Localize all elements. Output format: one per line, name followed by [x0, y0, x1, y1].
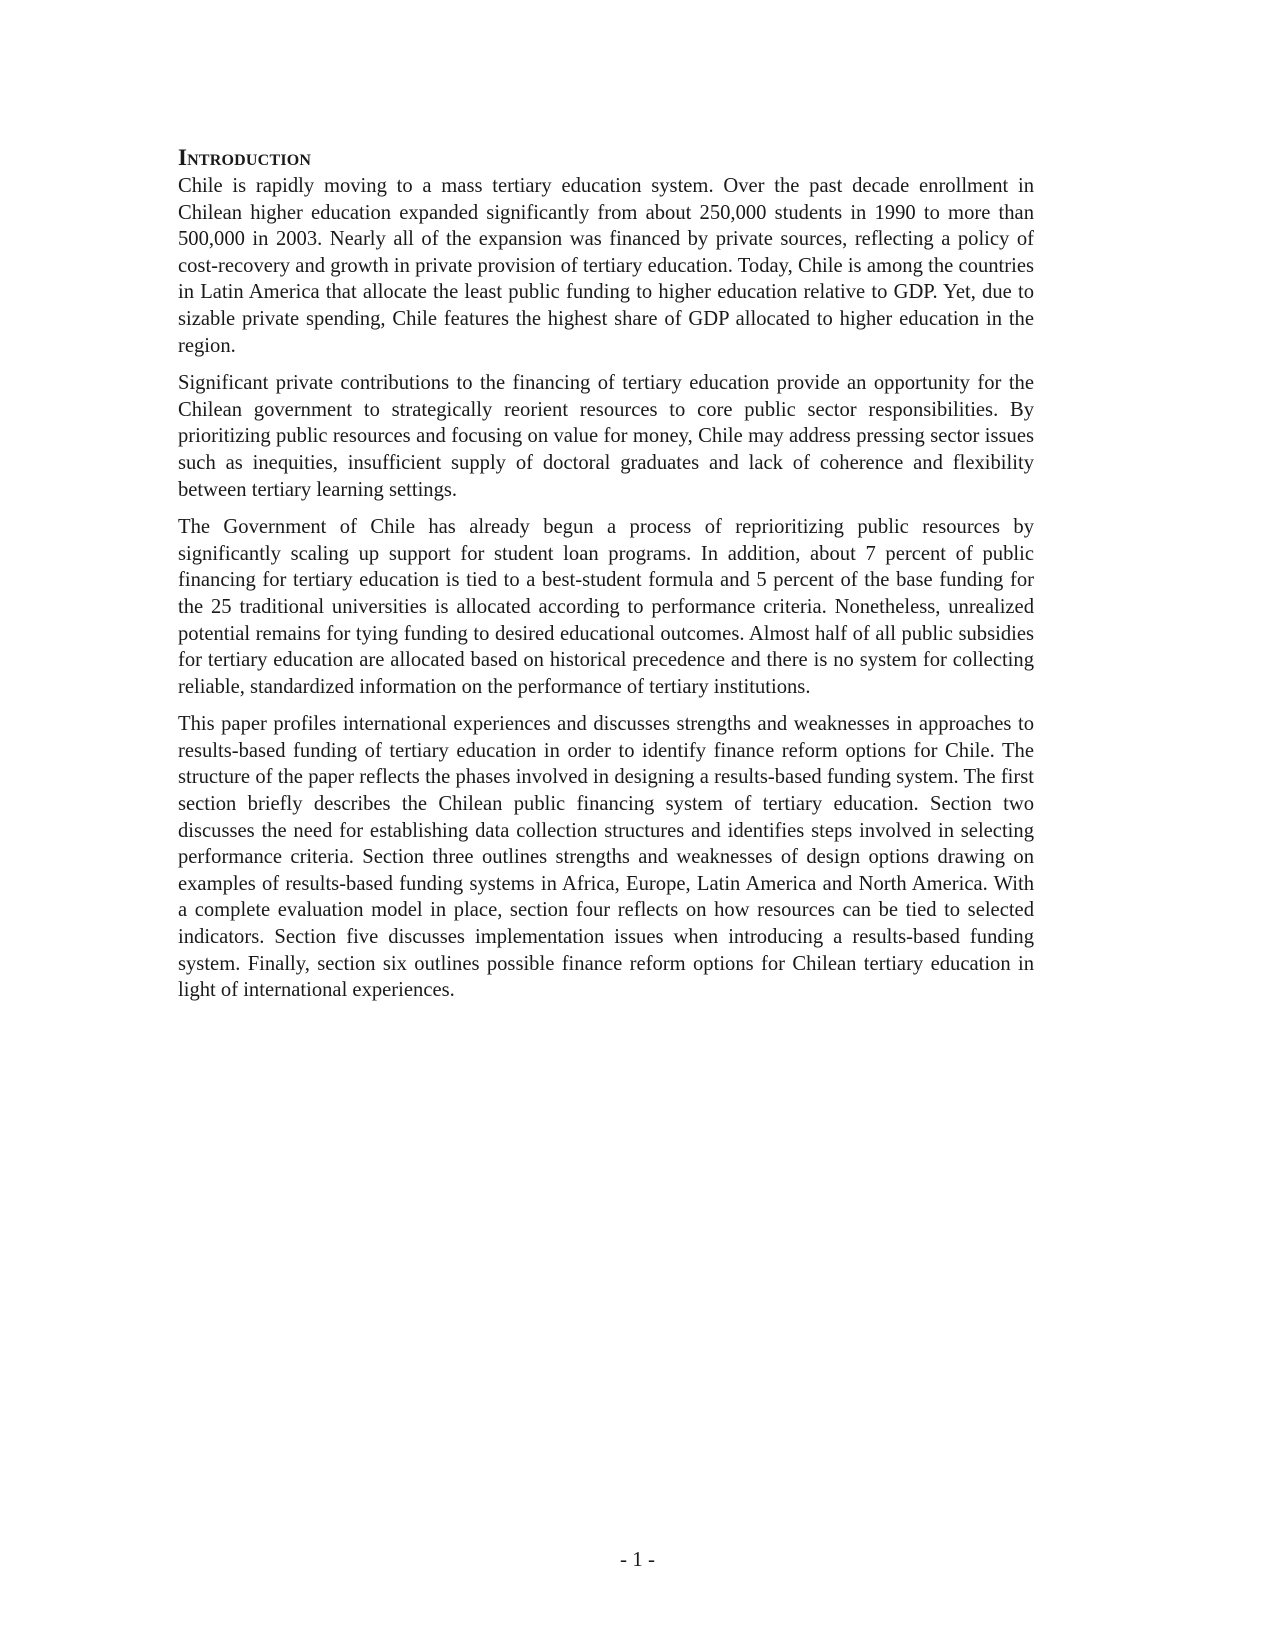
- page-number: - 1 -: [620, 1547, 655, 1571]
- page-content: [178, 143, 1034, 1015]
- paragraph-1: Chile is rapidly moving to a mass tertiary education system. Over the past decade enrollment in Chilean higher education expanded significantly from about 250,000 students in 1990 to more than 500,000 in 2003. Nearly all of the expansion was financed by private sources, reflecting a policy of cost-recovery and growth in private provision of tertiary education. Today, Chile is among the countries in Latin America that allocate the least public funding to higher education relative to GDP. Yet, due to sizable private spending, Chile features the highest share of GDP allocated to higher education in the region.: [178, 175, 1034, 357]
- paragraph-4: This paper profiles international experiences and discusses strengths and weaknesses in approaches to results-based funding of tertiary education in order to identify finance reform options for Chile. The structure of the paper reflects the phases involved in designing a results-based funding system. The first section briefly describes the Chilean public financing system of tertiary education. Section two discusses the need for establishing data collection structures and identifies steps involved in selecting performance criteria. Section three outlines strengths and weaknesses of design options drawing on examples of results-based funding systems in Africa, Europe, Latin America and North America. With a complete evaluation model in place, section four reflects on how resources can be tied to selected indicators. Section five discusses implementation issues when introducing a results-based funding system. Finally, section six outlines possible finance reform options for Chilean tertiary education in light of international experiences.: [178, 713, 1034, 1002]
- section-heading: Introduction: [178, 145, 312, 170]
- paragraph-2: Significant private contributions to the financing of tertiary education provide an opportunity for the Chilean government to strategically reorient resources to core public sector responsibilities. By prioritizing public resources and focusing on value for money, Chile may address pressing sector issues such as inequities, insufficient supply of doctoral graduates and lack of coherence and flexibility between tertiary learning settings.: [178, 372, 1034, 501]
- paragraph-3: The Government of Chile has already begun a process of reprioritizing public resources by significantly scaling up support for student loan programs. In addition, about 7 percent of public financing for tertiary education is tied to a best-student formula and 5 percent of the base funding for the 25 traditional universities is allocated according to performance criteria. Nonetheless, unrealized potential remains for tying funding to desired educational outcomes. Almost half of all public subsidies for tertiary education are allocated based on historical precedence and there is no system for collecting reliable, standardized information on the performance of tertiary institutions.: [178, 516, 1034, 698]
